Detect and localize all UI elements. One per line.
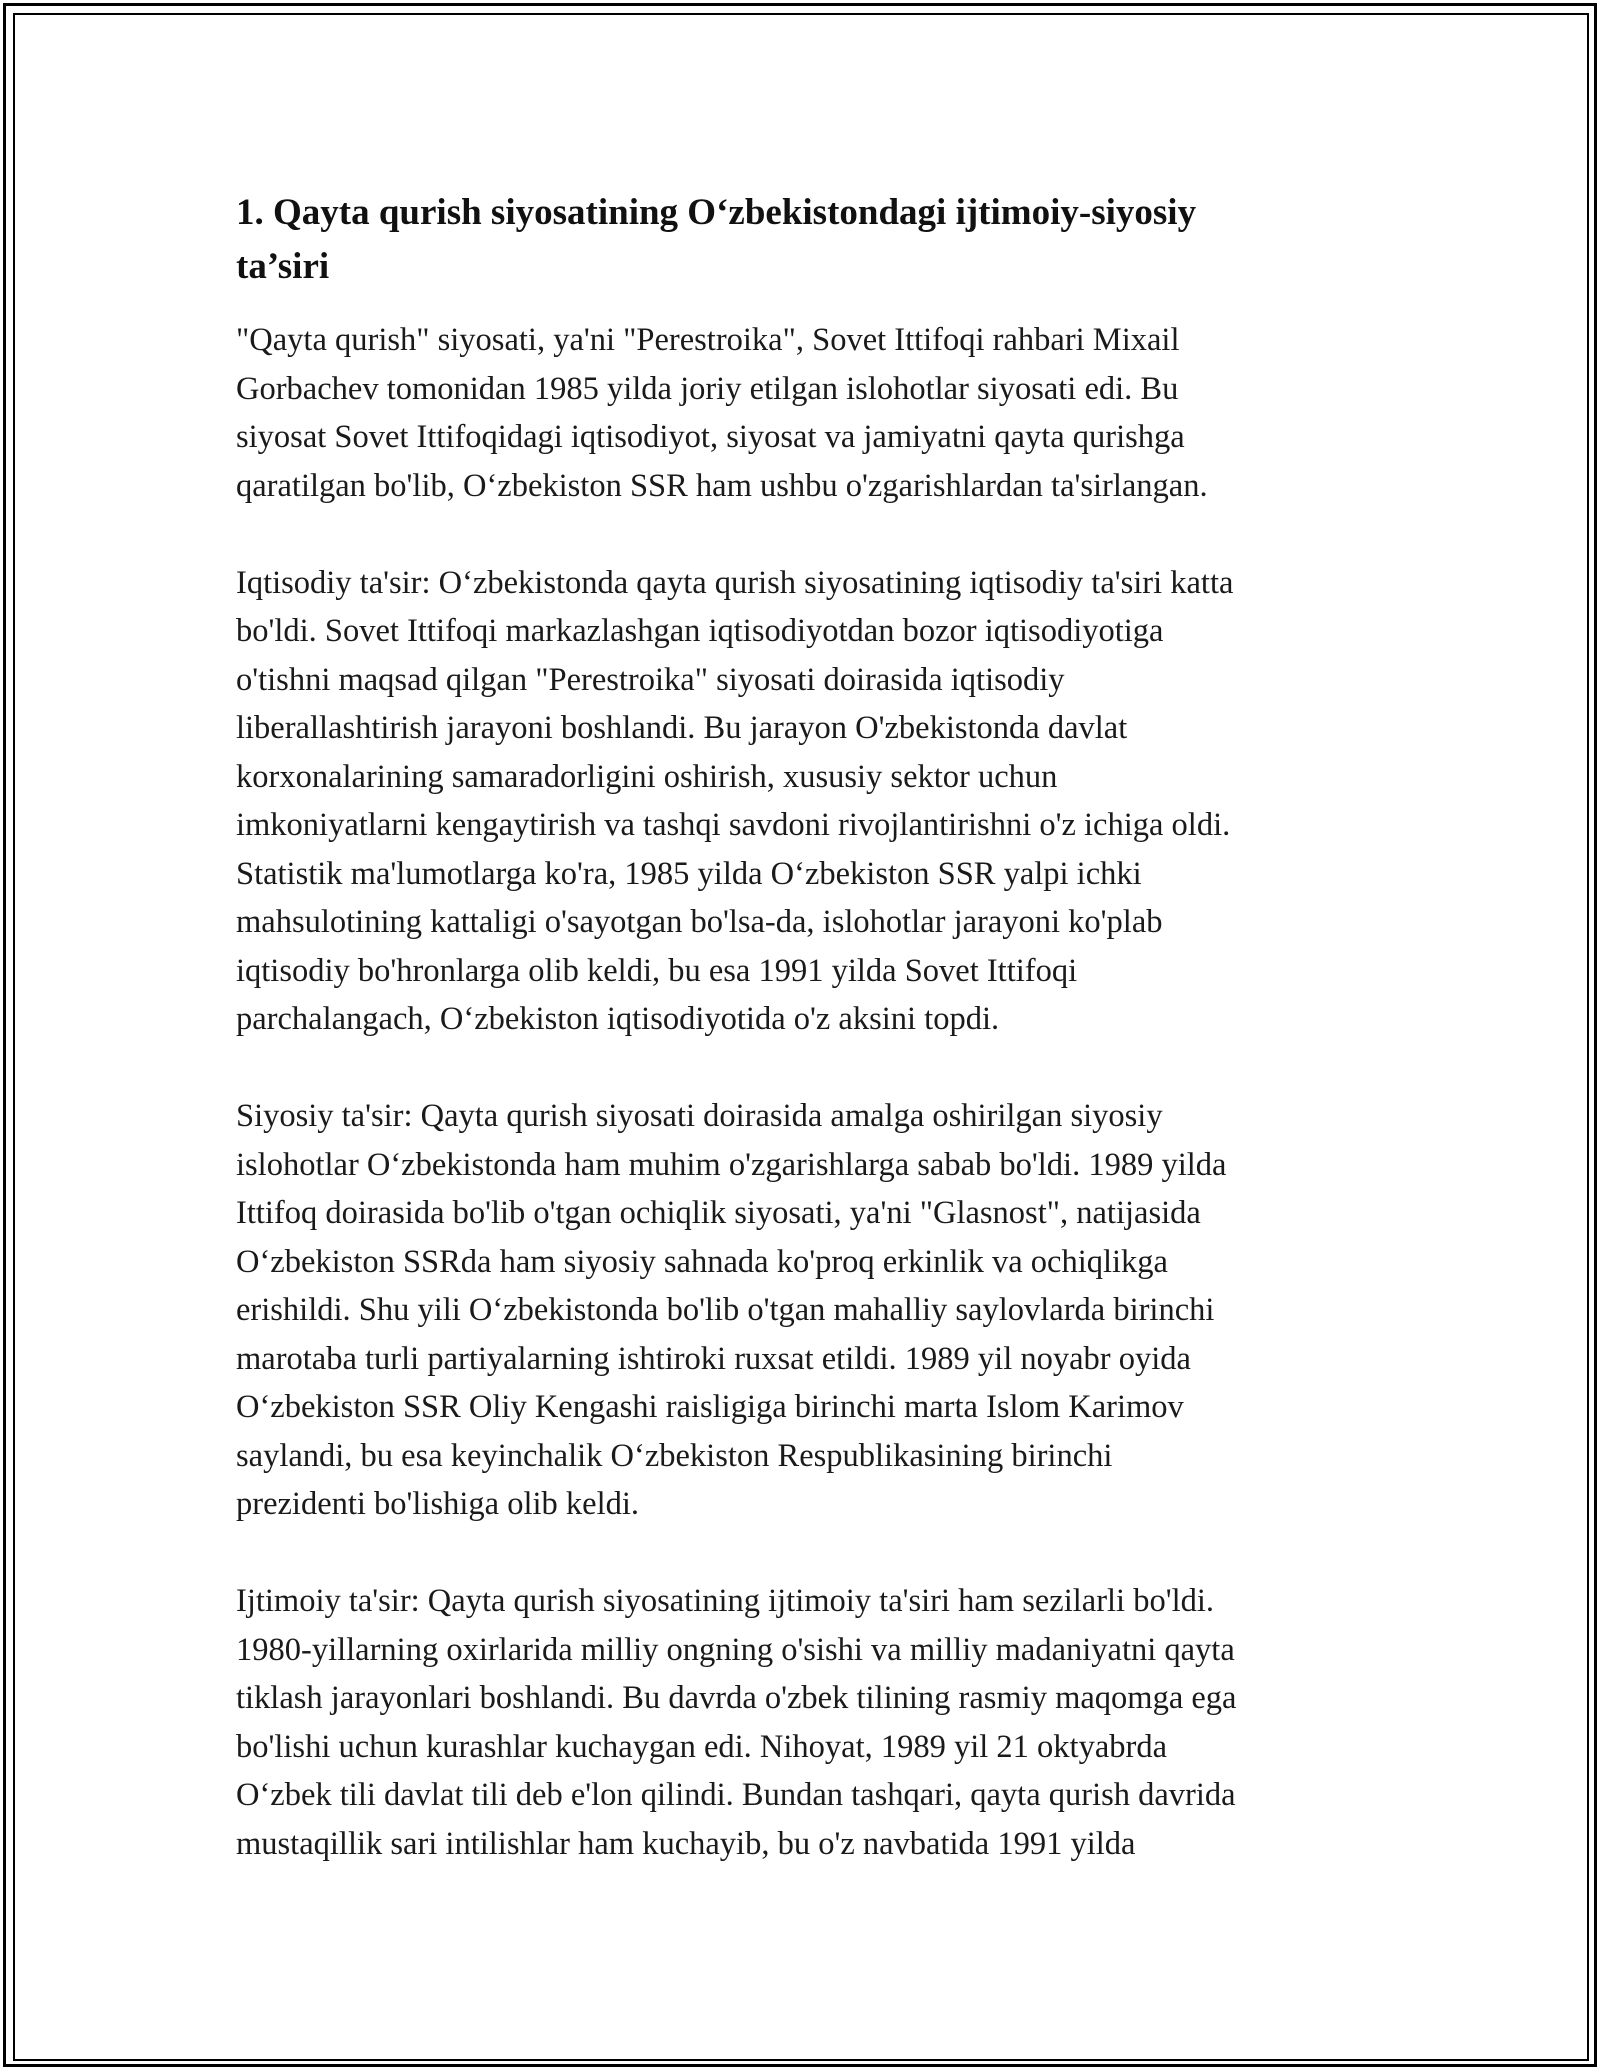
paragraph-economic [236,559,1396,1044]
text-line: Ittifoq doirasida bo'lib o'tgan ochiqlik siyosati, ya'ni "Glasnost", natijasida [236,1195,1201,1231]
paragraph-social [236,1577,1396,1868]
text-line: tiklash jarayonlari boshlandi. Bu davrda o'zbek tilining rasmiy maqomga ega [236,1680,1237,1716]
document-body [236,186,1396,1917]
document-title [236,186,1396,294]
text-line: saylandi, bu esa keyinchalik O‘zbekiston Respublikasining birinchi [236,1437,1113,1474]
text-line: imkoniyatlarni kengaytirish va tashqi savdoni rivojlantirishni o'z ichiga oldi. [236,807,1231,843]
text-line: liberallashtirish jarayoni boshlandi. Bu jarayon O'zbekistonda davlat [236,710,1128,746]
text-line: mustaqillik sari intilishlar ham kuchayib, bu o'z navbatida 1991 yilda [236,1825,1136,1862]
text-line: mahsulotining kattaligi o'sayotgan bo'lsa-da, islohotlar jarayoni ko'plab [236,904,1163,940]
text-line: 1980-yillarning oxirlarida milliy ongning o'sishi va milliy madaniyatni qayta [236,1631,1235,1668]
text-line: "Qayta qurish" siyosati, ya'ni "Perestroika", Sovet Ittifoqi rahbari Mixail [236,322,1180,358]
text-line: O‘zbek tili davlat tili deb e'lon qilindi. Bundan tashqari, qayta qurish davrida [236,1777,1236,1813]
paragraph-intro [236,316,1396,510]
text-line: erishildi. Shu yili O‘zbekistonda bo'lib o'tgan mahalliy saylovlarda birinchi [236,1292,1215,1328]
text-line: korxonalarining samaradorligini oshirish, xususiy sektor uchun [236,758,1058,795]
text-line: bo'lishi uchun kurashlar kuchaygan edi. Nihoyat, 1989 yil 21 oktyabrda [236,1728,1168,1765]
paragraph-political [236,1092,1396,1529]
text-line: Ijtimoiy ta'sir: Qayta qurish siyosatining ijtimoiy ta'siri ham sezilarli bo'ldi. [236,1583,1214,1619]
text-line: Iqtisodiy ta'sir: O‘zbekistonda qayta qurish siyosatining iqtisodiy ta'siri katta [236,564,1234,601]
text-line: marotaba turli partiyalarning ishtiroki ruxsat etildi. 1989 yil noyabr oyida [236,1340,1191,1377]
text-line: bo'ldi. Sovet Ittifoqi markazlashgan iqtisodiyotdan bozor iqtisodiyotiga [236,613,1164,649]
text-line: o'tishni maqsad qilgan "Perestroika" siyosati doirasida iqtisodiy [236,661,1065,698]
text-line: prezidenti bo'lishiga olib keldi. [236,1486,639,1522]
text-line: islohotlar O‘zbekistonda ham muhim o'zgarishlarga sabab bo'ldi. 1989 yilda [236,1146,1227,1183]
title-line: ta’siri [236,246,330,287]
text-line: siyosat Sovet Ittifoqidagi iqtisodiyot, siyosat va jamiyatni qayta qurishga [236,419,1185,455]
text-line: parchalangach, O‘zbekiston iqtisodiyotida o'z aksini topdi. [236,1001,1000,1037]
text-line: O‘zbekiston SSRda ham siyosiy sahnada ko'proq erkinlik va ochiqlikga [236,1243,1168,1280]
text-line: Statistik ma'lumotlarga ko'ra, 1985 yilda O‘zbekiston SSR yalpi ichki [236,855,1142,892]
text-line: Gorbachev tomonidan 1985 yilda joriy etilgan islohotlar siyosati edi. Bu [236,370,1179,407]
text-line: qaratilgan bo'lib, O‘zbekiston SSR ham ushbu o'zgarishlardan ta'sirlangan. [236,467,1208,504]
text-line: Siyosiy ta'sir: Qayta qurish siyosati doirasida amalga oshirilgan siyosiy [236,1098,1163,1134]
text-line: O‘zbekiston SSR Oliy Kengashi raisligiga birinchi marta Islom Karimov [236,1389,1184,1425]
title-line: 1. Qayta qurish siyosatining O‘zbekistondagi ijtimoiy-siyosiy [236,192,1197,233]
text-line: iqtisodiy bo'hronlarga olib keldi, bu esa 1991 yilda Sovet Ittifoqi [236,952,1078,989]
